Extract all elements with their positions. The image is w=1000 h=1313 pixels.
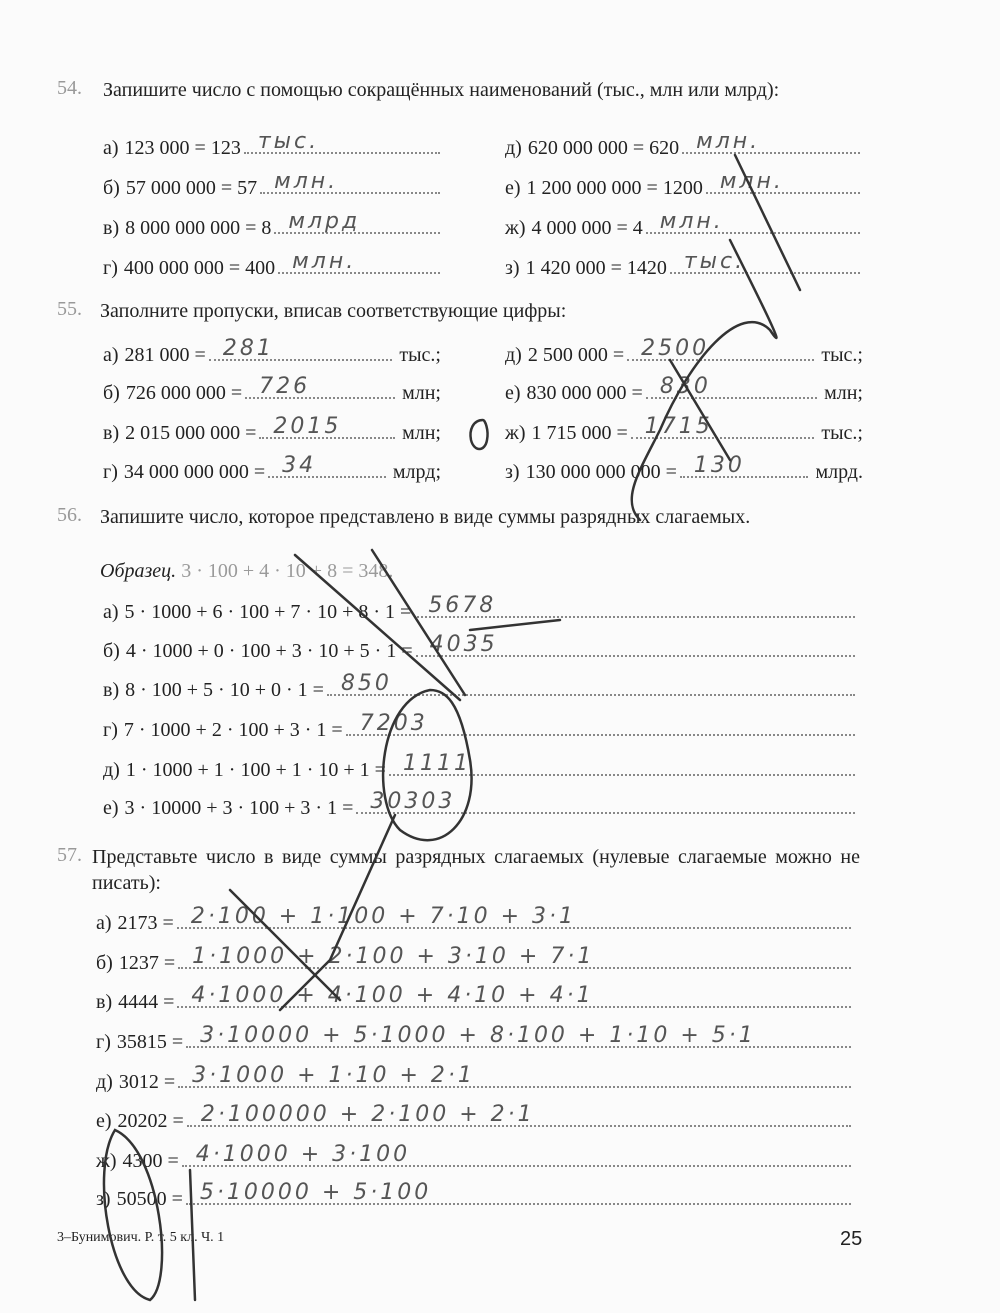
- item-label: а): [103, 601, 119, 623]
- ex57-item: [96, 904, 854, 937]
- exercise-55-text: Заполните пропуски, вписав соответствующие цифры:: [100, 300, 567, 322]
- exercise-56-text: Запишите число, которое представлено в виде суммы разрядных слагаемых.: [100, 506, 751, 528]
- item-label: в): [103, 217, 120, 239]
- ex56-item: [103, 751, 858, 784]
- handwritten-answer: млн.: [274, 169, 339, 194]
- handwritten-answer: млн.: [719, 169, 784, 194]
- item-expression: 1 420 000 = 1420: [525, 257, 667, 279]
- item-expression: 620 000 000 = 620: [527, 137, 680, 159]
- item-expression: 830 000 000 =: [526, 382, 643, 404]
- ex55-item: [103, 453, 441, 486]
- item-expression: 35815 =: [116, 1031, 184, 1053]
- item-expression: 57 000 000 = 57: [125, 177, 258, 199]
- ex56-item: [103, 593, 858, 626]
- item-label: в): [103, 422, 120, 444]
- answer-field[interactable]: [245, 374, 395, 399]
- item-label: д): [96, 1071, 113, 1093]
- ex54-item: [103, 209, 443, 242]
- ex55-item: [505, 414, 863, 447]
- item-label: б): [96, 952, 113, 974]
- ex57-item: [96, 1102, 854, 1135]
- item-label: г): [103, 257, 118, 279]
- ex54-item: [505, 249, 863, 282]
- answer-field[interactable]: [631, 414, 815, 439]
- answer-field[interactable]: [177, 983, 851, 1008]
- handwritten-answer: 1111: [402, 751, 471, 776]
- answer-field[interactable]: [356, 789, 855, 814]
- item-unit: тыс.;: [821, 422, 863, 444]
- item-unit: млрд.: [815, 461, 863, 483]
- handwritten-answer: 4·1000 + 3·100: [195, 1142, 411, 1167]
- sample-expression: 3 · 100 + 4 · 10 + 8 = 348.: [181, 560, 394, 582]
- handwritten-answer: 3·10000 + 5·1000 + 8·100 + 1·10 + 5·1: [200, 1023, 756, 1048]
- answer-field[interactable]: [680, 453, 809, 478]
- item-label: ж): [505, 217, 526, 239]
- scribble-circle: [471, 420, 488, 449]
- answer-field[interactable]: [627, 336, 814, 361]
- item-unit: млн;: [824, 382, 863, 404]
- answer-field[interactable]: [209, 336, 393, 361]
- handwritten-answer: 7203: [359, 711, 428, 736]
- answer-field[interactable]: [259, 414, 395, 439]
- handwritten-answer: тыс.: [257, 129, 320, 154]
- item-expression: 8 · 100 + 5 · 10 + 0 · 1 =: [125, 679, 324, 701]
- ex55-item: [103, 336, 441, 369]
- ex55-item: [103, 374, 441, 407]
- handwritten-answer: 2·100 + 1·100 + 7·10 + 3·1: [190, 904, 577, 929]
- ex56-item: [103, 711, 858, 744]
- item-label: е): [96, 1110, 112, 1132]
- exercise-57-text: Представьте число в виде суммы разрядных слагаемых (нулевые слагаемые можно не писать):: [92, 846, 860, 894]
- item-unit: млрд;: [392, 461, 441, 483]
- item-label: а): [103, 137, 119, 159]
- handwritten-answer: млрд: [288, 209, 361, 234]
- handwritten-answer: млн.: [659, 209, 724, 234]
- item-expression: 2 015 000 000 =: [125, 422, 257, 444]
- item-expression: 8 000 000 000 = 8: [125, 217, 272, 239]
- page-number: 25: [840, 1228, 863, 1250]
- item-label: д): [103, 759, 120, 781]
- item-expression: 4 000 000 = 4: [531, 217, 643, 239]
- handwritten-answer: 30303: [370, 789, 456, 814]
- ex54-item: [103, 249, 443, 282]
- ex54-item: [103, 169, 443, 202]
- item-expression: 7 · 1000 + 2 · 100 + 3 · 1 =: [123, 719, 343, 741]
- ex55-item: [505, 336, 863, 369]
- exercise-54-text: Запишите число с помощью сокращённых наименований (тыс., млн или млрд):: [103, 79, 780, 101]
- item-label: в): [103, 679, 120, 701]
- item-label: а): [103, 344, 119, 366]
- handwritten-answer: тыс.: [683, 249, 746, 274]
- item-label: д): [505, 344, 522, 366]
- item-label: е): [103, 797, 119, 819]
- item-expression: 50500 =: [116, 1188, 183, 1210]
- ex57-item: [96, 1142, 854, 1175]
- ex56-item: [103, 671, 858, 704]
- answer-field[interactable]: [682, 129, 860, 154]
- answer-field[interactable]: [389, 751, 855, 776]
- answer-field[interactable]: [182, 1142, 851, 1167]
- item-label: г): [96, 1031, 111, 1053]
- handwritten-answer: 3·1000 + 1·10 + 2·1: [192, 1063, 475, 1088]
- item-label: ж): [505, 422, 526, 444]
- answer-field[interactable]: [260, 169, 440, 194]
- item-expression: 20202 =: [117, 1110, 184, 1132]
- item-expression: 4300 =: [122, 1150, 179, 1172]
- handwritten-answer: 726: [259, 374, 311, 399]
- item-expression: 400 000 000 = 400: [123, 257, 276, 279]
- item-expression: 3 · 10000 + 3 · 100 + 3 · 1 =: [124, 797, 354, 819]
- item-expression: 3012 =: [118, 1071, 176, 1093]
- item-label: д): [505, 137, 522, 159]
- item-label: б): [103, 382, 120, 404]
- answer-field[interactable]: [414, 593, 855, 618]
- handwritten-answer: 130: [693, 453, 745, 478]
- ex57-item: [96, 1180, 854, 1213]
- item-expression: 5 · 1000 + 6 · 100 + 7 · 10 + 8 · 1 =: [124, 601, 412, 623]
- handwritten-answer: 34: [282, 453, 317, 478]
- item-label: з): [96, 1188, 111, 1210]
- item-label: е): [505, 177, 521, 199]
- ex57-item: [96, 983, 854, 1016]
- answer-field[interactable]: [187, 1102, 851, 1127]
- item-label: б): [103, 640, 120, 662]
- handwritten-answer: млн.: [696, 129, 761, 154]
- handwritten-answer: 5678: [428, 593, 497, 618]
- ex54-item: [505, 129, 863, 162]
- answer-field[interactable]: [327, 671, 855, 696]
- item-expression: 4444 =: [118, 991, 175, 1013]
- answer-field[interactable]: [346, 711, 855, 736]
- item-expression: 1237 =: [118, 952, 176, 974]
- item-unit: тыс.;: [399, 344, 441, 366]
- ex56-item: [103, 789, 858, 822]
- answer-field[interactable]: [178, 944, 851, 969]
- ex57-item: [96, 1063, 854, 1096]
- sample-label: Образец.: [100, 560, 177, 582]
- handwritten-answer: 1·1000 + 2·100 + 3·10 + 7·1: [192, 944, 595, 969]
- item-expression: 130 000 000 000 =: [525, 461, 677, 483]
- item-unit: млн;: [402, 382, 441, 404]
- ex57-item: [96, 944, 854, 977]
- item-expression: 4 · 1000 + 0 · 100 + 3 · 10 + 5 · 1 =: [125, 640, 413, 662]
- handwritten-answer: млн.: [292, 249, 357, 274]
- ex54-item: [103, 129, 443, 162]
- answer-field[interactable]: [278, 249, 440, 274]
- answer-field[interactable]: [646, 209, 860, 234]
- item-expression: 1 715 000 =: [531, 422, 628, 444]
- answer-field[interactable]: [178, 1063, 851, 1088]
- handwritten-answer: 1715: [644, 414, 713, 439]
- answer-field[interactable]: [706, 169, 860, 194]
- answer-field[interactable]: [416, 632, 855, 657]
- item-expression: 34 000 000 000 =: [123, 461, 266, 483]
- item-label: з): [505, 461, 520, 483]
- ex54-item: [505, 169, 863, 202]
- ex55-item: [103, 414, 441, 447]
- answer-field[interactable]: [274, 209, 440, 234]
- handwritten-answer: 4·1000 + 4·100 + 4·10 + 4·1: [191, 983, 594, 1008]
- ex54-item: [505, 209, 863, 242]
- answer-field[interactable]: [244, 129, 440, 154]
- handwritten-answer: 2015: [273, 414, 342, 439]
- item-label: ж): [96, 1150, 117, 1172]
- item-expression: 281 000 =: [124, 344, 206, 366]
- answer-field[interactable]: [186, 1180, 851, 1205]
- ex56-item: [103, 632, 858, 665]
- book-source: 3–Бунимович. Р. т. 5 кл. Ч. 1: [57, 1230, 225, 1245]
- item-label: з): [505, 257, 520, 279]
- ex55-item: [505, 374, 863, 407]
- answer-field[interactable]: [268, 453, 386, 478]
- item-label: г): [103, 719, 118, 741]
- exercise-57-number: 57.: [57, 844, 82, 866]
- answer-field[interactable]: [646, 374, 817, 399]
- item-label: г): [103, 461, 118, 483]
- exercise-55-number: 55.: [57, 298, 82, 320]
- exercise-56-number: 56.: [57, 504, 82, 526]
- item-expression: 1 200 000 000 = 1200: [526, 177, 703, 199]
- handwritten-answer: 4035: [429, 632, 498, 657]
- item-label: а): [96, 912, 112, 934]
- exercise-56-sample: [100, 560, 393, 583]
- item-label: е): [505, 382, 521, 404]
- item-label: б): [103, 177, 120, 199]
- handwritten-answer: 2·100000 + 2·100 + 2·1: [200, 1102, 535, 1127]
- item-label: в): [96, 991, 113, 1013]
- ex57-item: [96, 1023, 854, 1056]
- item-unit: тыс.;: [821, 344, 863, 366]
- item-unit: млн;: [402, 422, 441, 444]
- item-expression: 726 000 000 =: [125, 382, 243, 404]
- answer-field[interactable]: [670, 249, 860, 274]
- handwritten-answer: 2500: [641, 336, 710, 361]
- item-expression: 123 000 = 123: [124, 137, 241, 159]
- handwritten-answer: 5·10000 + 5·100: [199, 1180, 432, 1205]
- item-expression: 2173 =: [117, 912, 174, 934]
- exercise-54-number: 54.: [57, 77, 82, 99]
- handwritten-answer: 830: [659, 374, 711, 399]
- ex55-item: [505, 453, 863, 486]
- handwritten-answer: 281: [222, 336, 274, 361]
- item-expression: 2 500 000 =: [527, 344, 625, 366]
- item-expression: 1 · 1000 + 1 · 100 + 1 · 10 + 1 =: [125, 759, 386, 781]
- answer-field[interactable]: [186, 1023, 851, 1048]
- answer-field[interactable]: [177, 904, 851, 929]
- handwritten-answer: 850: [340, 671, 392, 696]
